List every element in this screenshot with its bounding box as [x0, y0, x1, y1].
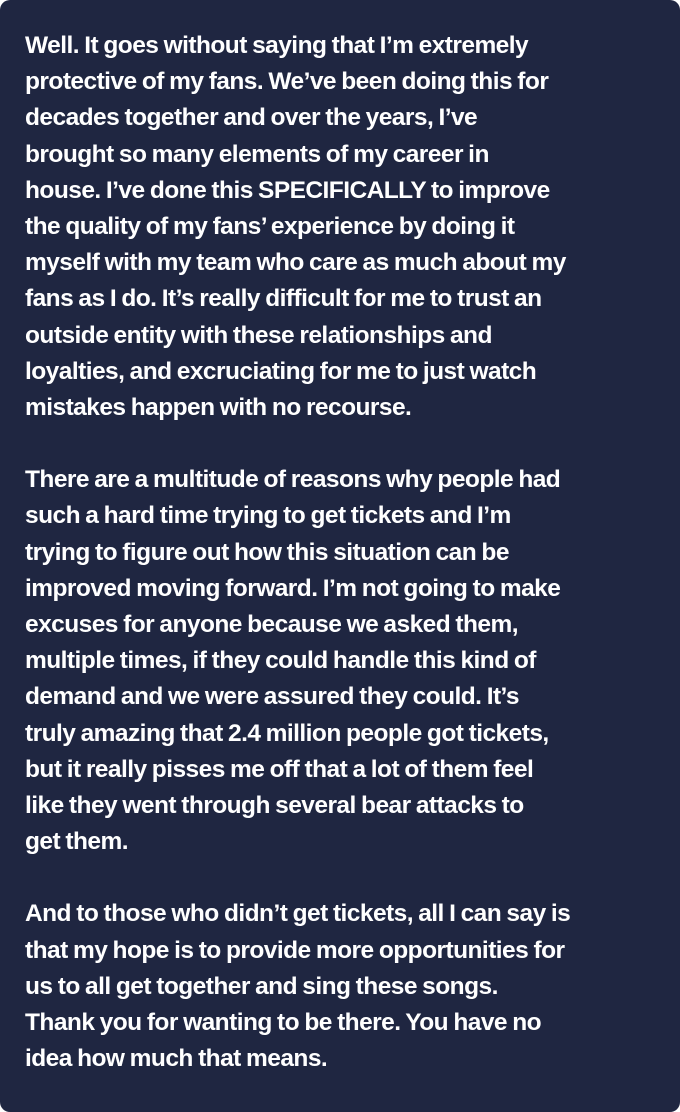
text-line: And to those who didn’t get tickets, all I can say is [25, 900, 571, 928]
text-line: multiple times, if they could handle this kind of [25, 647, 536, 675]
text-line: such a hard time trying to get tickets and I’m [25, 502, 511, 530]
text-line: brought so many elements of my career in [25, 140, 489, 168]
text-line: the quality of my fans’ experience by doing it [25, 213, 515, 241]
text-line: protective of my fans. We’ve been doing this for [25, 68, 549, 96]
text-line: excuses for anyone because we asked them, [25, 611, 518, 639]
paragraph-2 [25, 462, 662, 860]
text-line: decades together and over the years, I’ve [25, 104, 478, 132]
paragraph-3 [25, 896, 662, 1077]
text-line: Well. It goes without saying that I’m extremely [25, 32, 529, 59]
text-line: that my hope is to provide more opportunities for [25, 936, 565, 964]
text-line: mistakes happen with no recourse. [25, 394, 412, 422]
text-line: truly amazing that 2.4 million people got tickets, [25, 719, 549, 747]
text-line: myself with my team who care as much about my [25, 249, 566, 277]
text-line: demand and we were assured they could. It’s [25, 683, 519, 711]
text-line: get them. [25, 828, 128, 856]
text-line: fans as I do. It’s really difficult for me to trust an [25, 285, 542, 313]
text-line: us to all get together and sing these songs. [25, 972, 498, 1000]
text-line: like they went through several bear attacks to [25, 792, 524, 820]
text-line: idea how much that means. [25, 1045, 328, 1073]
text-line: outside entity with these relationships and [25, 321, 492, 349]
text-line: trying to figure out how this situation can be [25, 538, 509, 566]
text-line: improved moving forward. I’m not going to make [25, 574, 561, 602]
text-line: loyalties, and excruciating for me to just watch [25, 357, 537, 385]
text-line: house. I’ve done this SPECIFICALLY to improve [25, 176, 550, 204]
text-line: There are a multitude of reasons why people had [25, 466, 561, 494]
paragraph-1 [25, 28, 662, 426]
text-line: Thank you for wanting to be there. You have no [25, 1009, 542, 1037]
text-line: but it really pisses me off that a lot of them feel [25, 755, 534, 783]
